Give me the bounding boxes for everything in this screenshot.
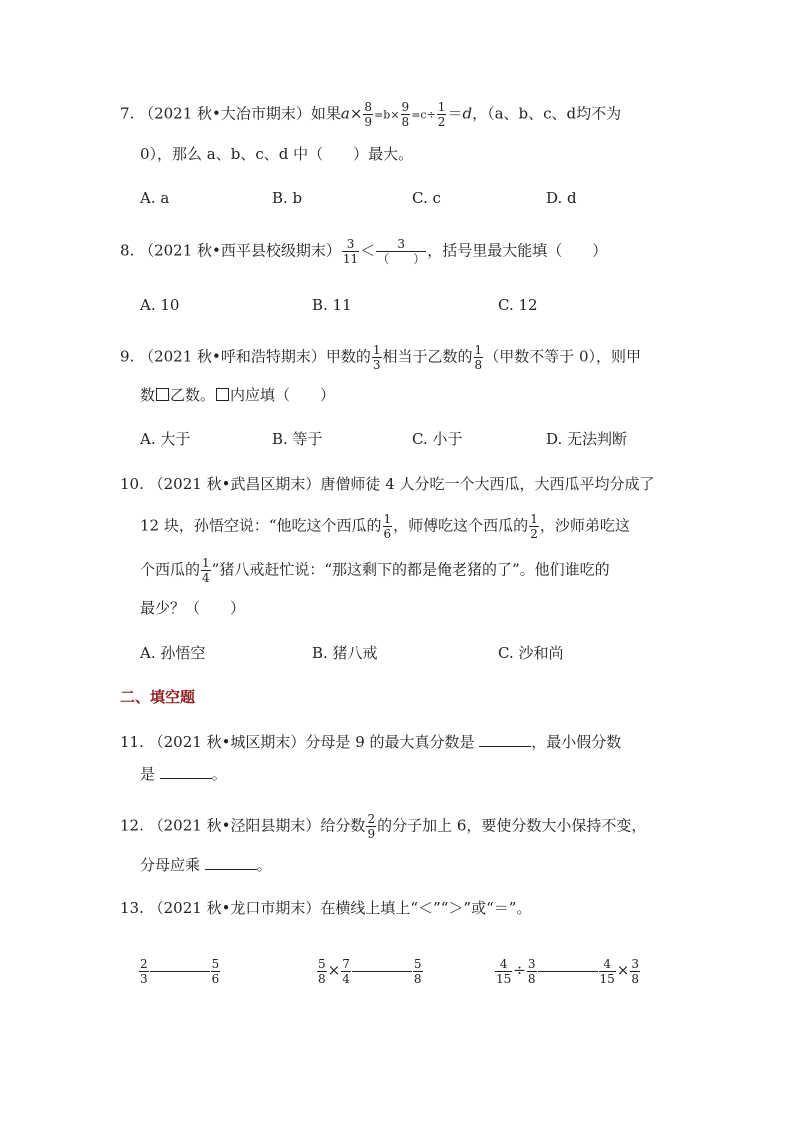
question-number: 9. [120, 347, 135, 366]
answer-line[interactable] [352, 971, 412, 972]
option-c: C. 12 [498, 296, 538, 314]
option-a: A. 大于 [140, 430, 191, 448]
option-a: A. 孙悟空 [140, 644, 206, 662]
question-10-line-3: 个西瓜的 $\frac{1}{4}$ ”猪八戒赶忙说：“那这剩下的都是俺老猪的了”。他们谁吃的 [140, 556, 610, 585]
question-8-line-1: 8. （2021 秋•西平县校级期末） $\frac{3}{11}$ ＜ $\frac{3}{( )}$ ，括号里最大能填（ ） [120, 237, 608, 266]
answer-blank[interactable] [160, 764, 212, 779]
option-b: B. 11 [312, 296, 352, 314]
answer-line[interactable] [150, 971, 210, 972]
question-9-line-1: 9. （2021 秋•呼和浩特期末）甲数的 $\frac{1}{3}$ 相当于乙数的 $\frac{1}{8}$ （甲数不等于 0），则甲 [120, 343, 642, 372]
option-c: C. 沙和尚 [498, 644, 564, 662]
question-source: （2021 秋•大冶市期末）如果 [139, 104, 341, 123]
option-d: D. 无法判断 [546, 430, 628, 448]
question-13-line-1: 13. （2021 秋•龙口市期末）在横线上填上“＜”“＞”或“＝”。 [120, 899, 532, 917]
fraction: $\frac{1}{2}$ [437, 100, 446, 129]
fraction: $\frac{3}{( )}$ [377, 237, 426, 266]
comparison-1 [138, 950, 221, 990]
question-source: （2021 秋•西平县校级期末） [139, 241, 341, 260]
square-box-icon [216, 388, 229, 401]
question-number: 12. [120, 816, 144, 835]
comparison-3: $\frac{4}{15}$ ÷ $\frac{3}{8}$ $\frac{4}{15}$ × $\frac{3}{8}$ [496, 956, 639, 986]
question-number: 7. [120, 104, 135, 123]
option-b: B. 等于 [272, 430, 323, 448]
option-b: B. b [272, 189, 303, 207]
question-10-line-1: 10. （2021 秋•武昌区期末）唐僧师徒 4 人分吃一个大西瓜，大西瓜平均分成了 [120, 475, 655, 493]
fraction: $\frac{5}{8}$ [413, 956, 422, 986]
fraction: $\frac{7}{4}$ [342, 956, 350, 986]
answer-line[interactable] [538, 971, 598, 972]
option-c: C. c [412, 189, 441, 207]
fraction: $\frac{2}{9}$ [367, 812, 376, 841]
fraction: $\frac{1}{6}$ [383, 512, 392, 541]
fraction: $\frac{1}{8}$ [474, 343, 483, 372]
question-number: 10. [120, 475, 144, 493]
option-d: D. d [546, 189, 577, 207]
question-7-line-1: 7. （2021 秋•大冶市期末）如果a× $\frac{8}{9}$ =b× $\frac{9}{8}$ =c÷ $\frac{1}{2}$ ＝d，（a、b、c、d均不为 [120, 100, 622, 129]
answer-blank[interactable] [479, 732, 531, 747]
question-9-line-2: 数 乙数。 内应填（ ） [140, 386, 336, 404]
question-number: 11. [120, 733, 144, 751]
fraction: $\frac{1}{2}$ [530, 512, 538, 541]
answer-blank[interactable] [205, 855, 257, 870]
fraction: $\frac{5}{8}$ [318, 956, 326, 986]
option-b: B. 猪八戒 [312, 644, 378, 662]
question-10-line-4: 最少？（ ） [140, 599, 246, 617]
fraction: $\frac{2}{3}$ [140, 956, 148, 986]
fraction: $\frac{4}{15}$ [599, 956, 615, 986]
comparison-2: $\frac{5}{8}$ × $\frac{7}{4}$ $\frac{5}{8}$ [318, 956, 422, 986]
fraction: $\frac{3}{8}$ [527, 956, 536, 986]
question-number: 13. [120, 899, 144, 917]
question-7-line-2: 0），那么 a、b、c、d 中（ ）最大。 [140, 145, 414, 163]
square-box-icon [156, 388, 169, 401]
question-number: 8. [120, 241, 135, 260]
fraction: $\frac{3}{8}$ [631, 956, 639, 986]
question-11-line-2: 是 。 [140, 765, 227, 783]
fraction: $\frac{4}{15}$ [496, 956, 512, 986]
option-c: C. 小于 [412, 430, 463, 448]
fraction: $\frac{8}{9}$ [364, 100, 373, 129]
option-a: A. a [140, 189, 170, 207]
fraction: $\frac{3}{11}$ [342, 237, 359, 266]
fraction: $\frac{9}{8}$ [401, 100, 410, 129]
fraction: $\frac{5}{6}$ [211, 956, 220, 986]
question-12-line-2: 分母应乘 。 [140, 856, 272, 874]
question-12-line-1: 12. （2021 秋•泾阳县期末）给分数 $\frac{2}{9}$ 的分子加上 6，要使分数大小保持不变， [120, 812, 647, 841]
question-11-line-1: 11. （2021 秋•城区期末）分母是 9 的最大真分数是 ，最小假分数 [120, 733, 622, 751]
option-a: A. 10 [140, 296, 180, 314]
question-source: （2021 秋•呼和浩特期末）甲数的 [139, 347, 371, 366]
section-title: 二、填空题 [120, 688, 196, 706]
fraction: $\frac{1}{3}$ [372, 343, 381, 372]
question-10-line-2: 12 块，孙悟空说：“他吃这个西瓜的 $\frac{1}{6}$ ，师傅吃这个西瓜的 $\frac{1}{2}$ ，沙师弟吃这 [140, 512, 630, 541]
fraction: $\frac{1}{4}$ [202, 556, 210, 585]
